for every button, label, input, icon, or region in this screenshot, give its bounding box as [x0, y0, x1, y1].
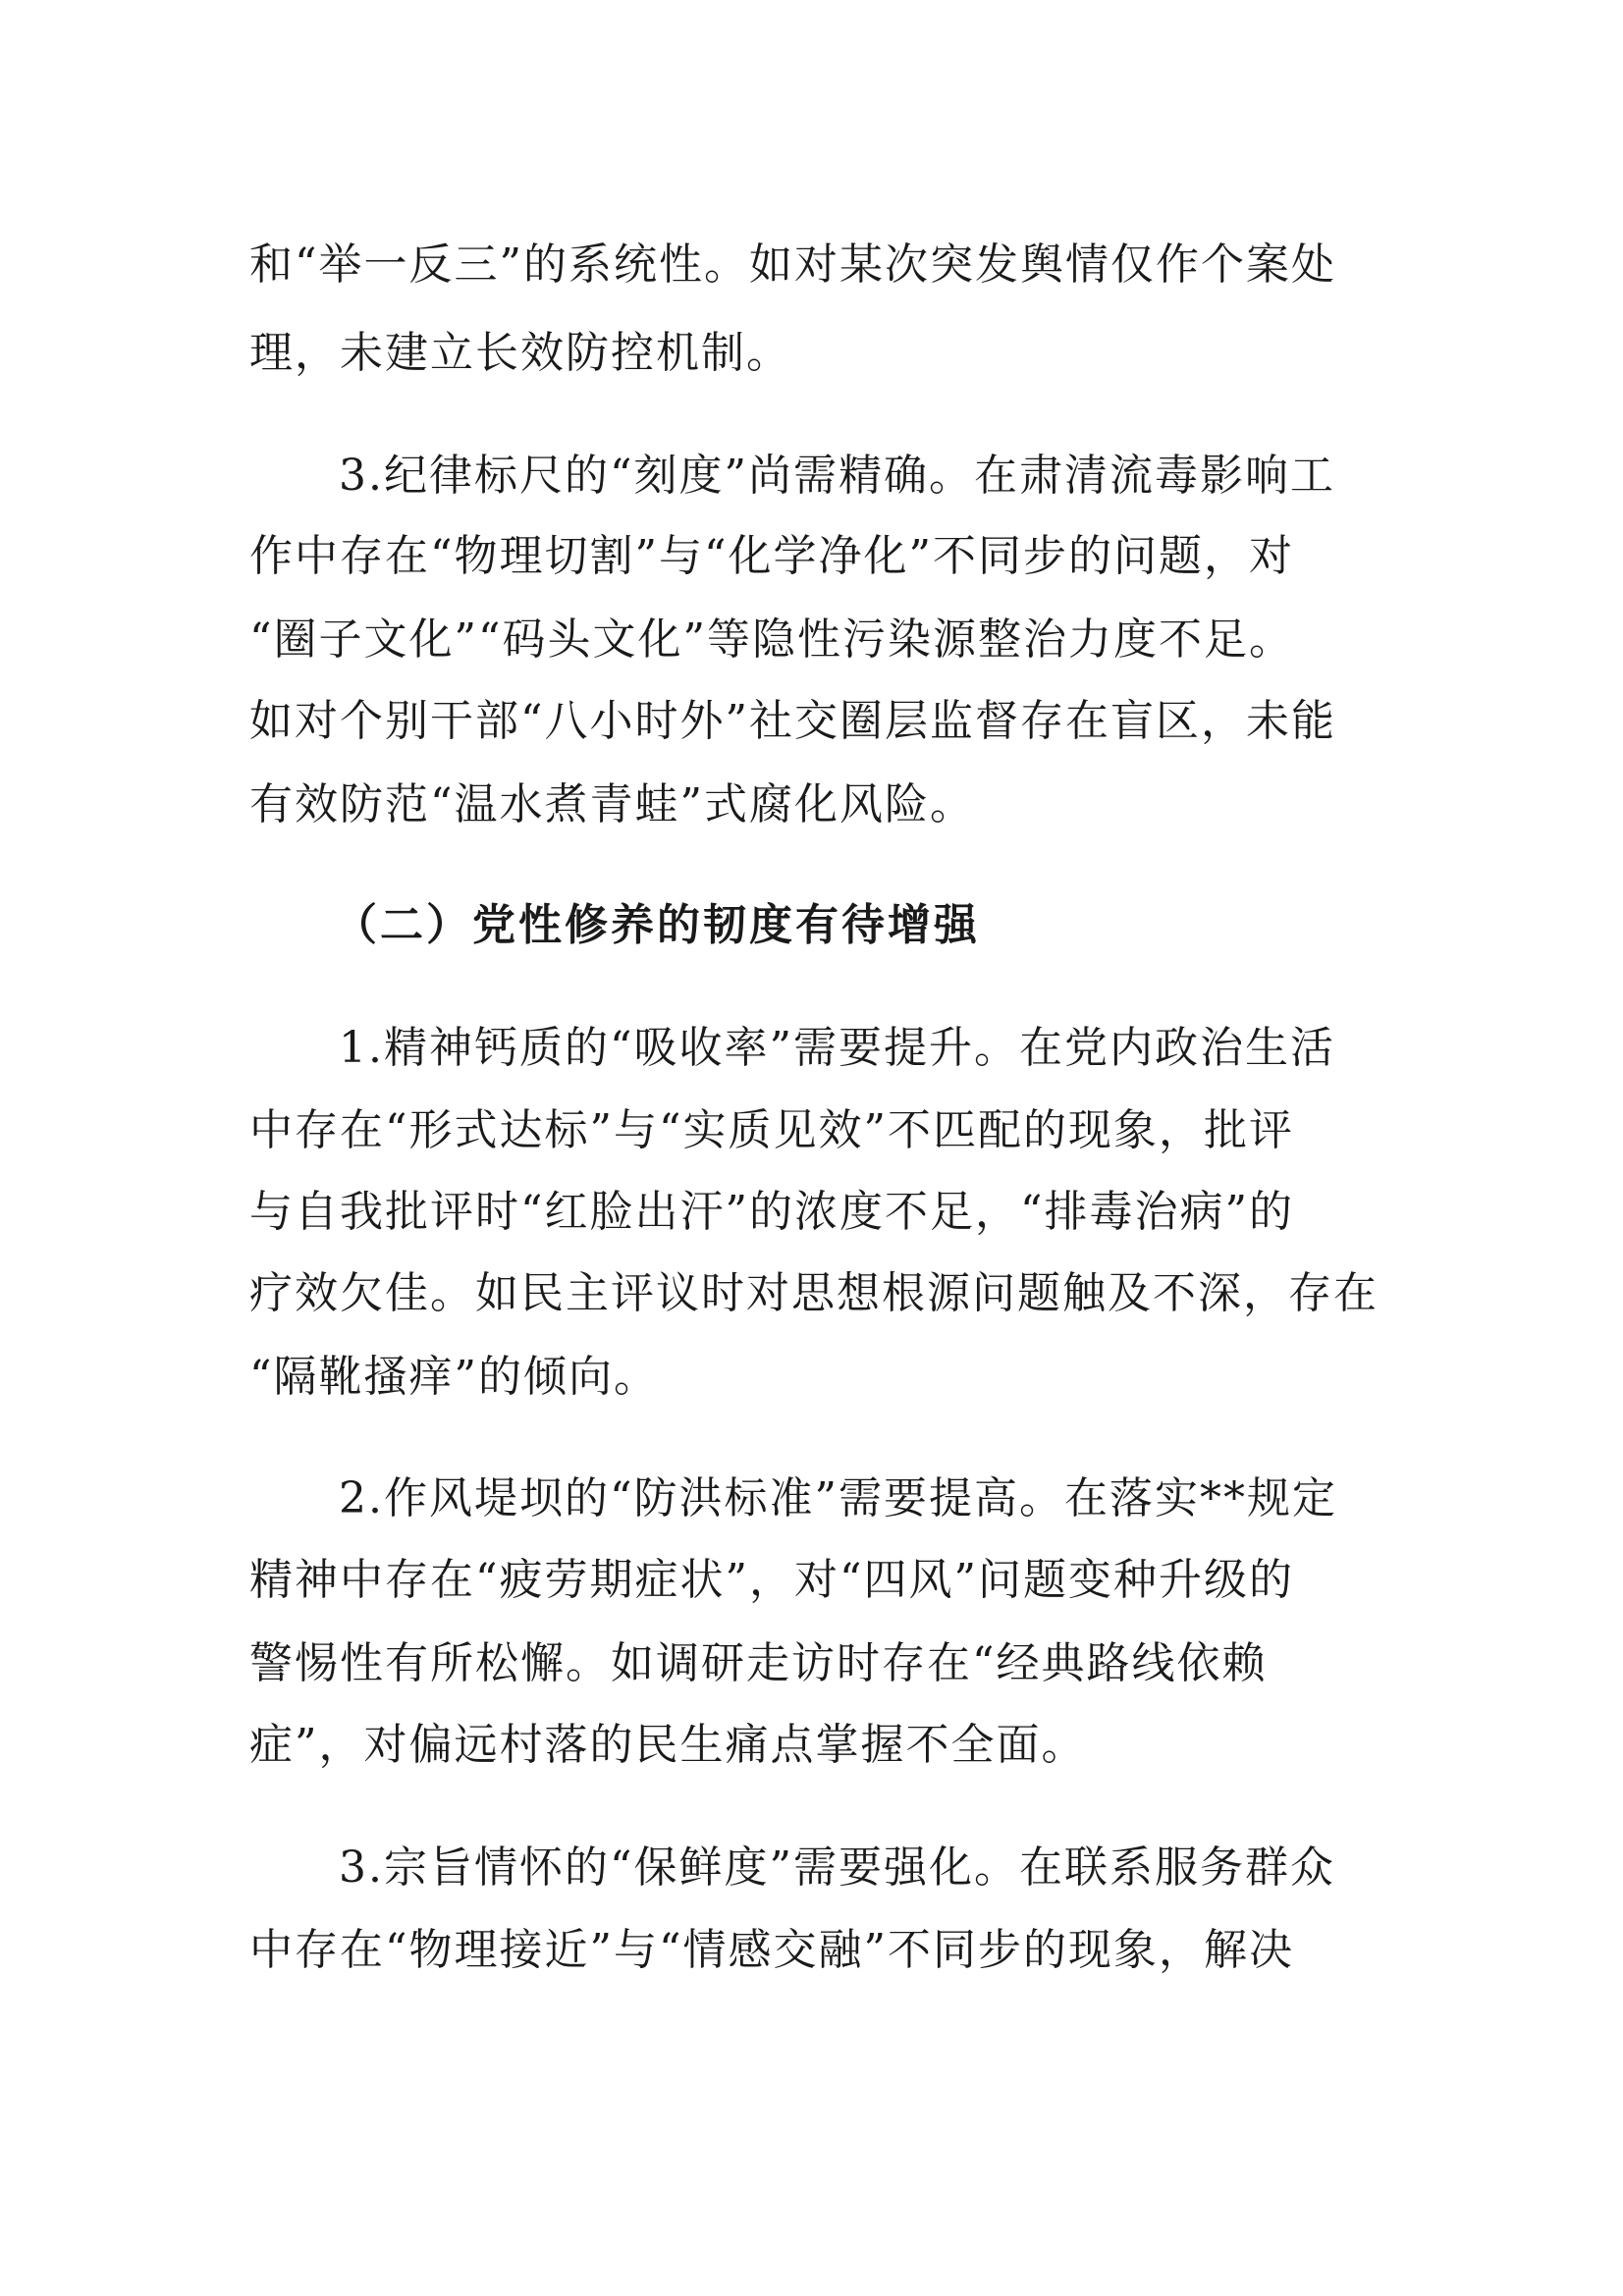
text-line: 中存在“物理接近”与“情感交融”不同步的现象，解决	[249, 1925, 1294, 1975]
text-line: 有效防范“温水煮青蛙”式腐化风险。	[249, 779, 975, 829]
text-line: “隔靴搔痒”的倾向。	[249, 1352, 659, 1402]
text-line: 中存在“形式达标”与“实质见效”不匹配的现象，批评	[249, 1105, 1294, 1155]
text-line: 理，未建立长效防控机制。	[249, 328, 791, 378]
paragraph-start-line: 3.宗旨情怀的“保鲜度”需要强化。在联系服务群众	[339, 1842, 1335, 1893]
text-line: 警惕性有所松懈。如调研走访时存在“经典路线依赖	[249, 1638, 1268, 1688]
text-line: 疗效欠佳。如民主评议时对思想根源问题触及不深，存在	[249, 1268, 1379, 1318]
text-line: 精神中存在“疲劳期症状”，对“四风”问题变种升级的	[249, 1555, 1294, 1605]
paragraph-start-line: 3.纪律标尺的“刻度”尚需精确。在肃清流毒影响工	[339, 451, 1335, 501]
section-heading: （二）党性修养的韧度有待增强	[334, 900, 980, 950]
paragraph-start-line: 2.作风堤坝的“防洪标准”需要提高。在落实**规定	[339, 1473, 1337, 1523]
text-line: 与自我批评时“红脸出汗”的浓度不足，“排毒治病”的	[249, 1187, 1294, 1237]
text-line: “圈子文化”“码头文化”等隐性污染源整治力度不足。	[249, 614, 1294, 665]
paragraph-start-line: 1.精神钙质的“吸收率”需要提升。在党内政治生活	[339, 1023, 1335, 1073]
text-line: 作中存在“物理切割”与“化学净化”不同步的问题，对	[249, 531, 1294, 581]
text-line: 和“举一反三”的系统性。如对某次突发舆情仅作个案处	[249, 240, 1336, 290]
text-line: 如对个别干部“八小时外”社交圈层监督存在盲区，未能	[249, 696, 1336, 746]
text-line: 症”，对偏远村落的民生痛点掌握不全面。	[249, 1720, 1087, 1770]
